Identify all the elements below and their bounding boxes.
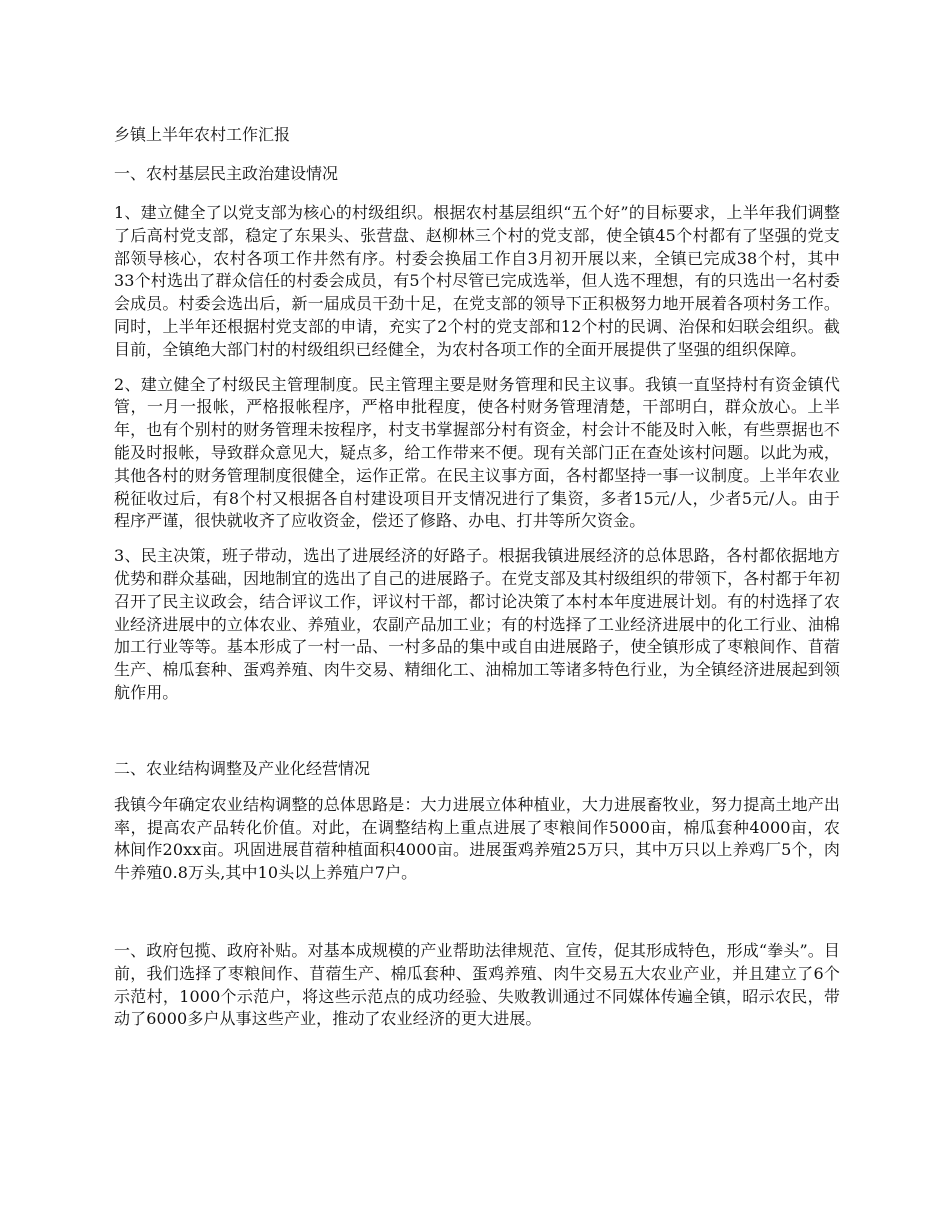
section-heading-1: 一、农村基层民主政治建设情况 [114,164,339,183]
paragraph-2: 2、建立健全了村级民主管理制度。民主管理主要是财务管理和民主议事。我镇一直坚持村有资金镇代管，一月一报帐，严格报帐程序，严格申批程度，使各村财务管理清楚，干部明白，群众放心。上半年，也有个别村的财务管理未按程序，村支书掌握部分村有资金，村会计不能及时入帐，有些票据也不能及时报帐，导致群众意见大，疑点多，给工作带来不便。现有关部门正在查处该村问题。以此为戒，其他各村的财务管理制度很健全，运作正常。在民主议事方面，各村都坚持一事一议制度。上半年农业税征收过后，有8个村又根据各自村建设项目开支情况进行了集资，多者15元/人，少者5元/人。由于程序严谨，很快就收齐了应收资金，偿还了修路、办电、打井等所欠资金。 [114,374,840,531]
paragraph-1: 1、建立健全了以党支部为核心的村级组织。根据农村基层组织“五个好”的目标要求，上半年我们调整了后高村党支部，稳定了东果头、张营盘、赵柳林三个村的党支部，使全镇45个村都有了坚强的党支部领导核心，农村各项工作井然有序。村委会换届工作自3月初开展以来，全镇已完成38个村，其中33个村选出了群众信任的村委会成员，有5个村尽管已完成选举，但人选不理想，有的只选出一名村委会成员。村委会选出后，新一届成员干劲十足，在党支部的领导下正积极努力地开展着各项村务工作。同时，上半年还根据村党支部的申请，充实了2个村的党支部和12个村的民调、治保和妇联会组织。截目前，全镇绝大部门村的村级组织已经健全，为农村各项工作的全面开展提供了坚强的组织保障。 [114,203,840,359]
document-page [114,124,840,1031]
paragraph-5: 一、政府包揽、政府补贴。对基本成规模的产业帮助法律规范、宣传，促其形成特色，形成“拳头”。目前，我们选择了枣粮间作、苜蓿生产、棉瓜套种、蛋鸡养殖、肉牛交易五大农业产业，并且建立了6个示范村，1000个示范户，将这些示范点的成功经验、失败教训通过不同媒体传遍全镇，昭示农民，带动了6000多户从事这些产业，推动了农业经济的更大进展。 [114,940,840,1029]
document-title: 乡镇上半年农村工作汇报 [114,125,291,144]
paragraph-4: 我镇今年确定农业结构调整的总体思路是：大力进展立体种植业，大力进展畜牧业，努力提高土地产出率，提高农产品转化价值。对此，在调整结构上重点进展了枣粮间作5000亩，棉瓜套种4000亩，农林间作20xx亩。巩固进展苜蓿种植面积4000亩。进展蛋鸡养殖25万只，其中万只以上养鸡厂5个，肉牛养殖0.8万头,其中10头以上养殖户7户。 [114,794,840,883]
paragraph-3: 3、民主决策，班子带动，选出了进展经济的好路子。根据我镇进展经济的总体思路，各村都依据地方优势和群众基础，因地制宜的选出了自己的进展路子。在党支部及其村级组织的带领下，各村都于年初召开了民主议政会，结合评议工作，评议村干部，都讨论决策了本村本年度进展计划。有的村选择了农业经济进展中的立体农业、养殖业，农副产品加工业；有的村选择了工业经济进展中的化工行业、油棉加工行业等等。基本形成了一村一品、一村多品的集中或自由进展路子，使全镇形成了枣粮间作、苜蓿生产、棉瓜套种、蛋鸡养殖、肉牛交易、精细化工、油棉加工等诸多特色行业，为全镇经济进展起到领航作用。 [114,546,840,702]
section-heading-2: 二、农业结构调整及产业化经营情况 [114,758,371,778]
